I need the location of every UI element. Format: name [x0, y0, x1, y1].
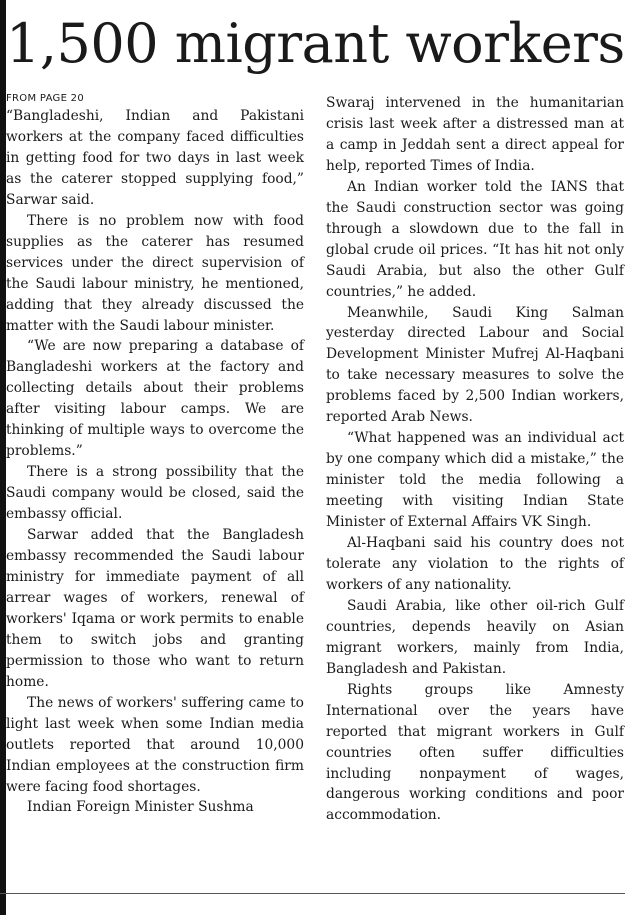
- article-column-right: [326, 93, 624, 826]
- article-paragraph: Swaraj intervened in the humanitarian crisis last week after a distressed man at a camp in Jeddah sent a direct appeal for help, reported Times of India.: [326, 95, 624, 174]
- article-paragraph: Rights groups like Amnesty International over the years have reported that migrant workers in Gulf countries often suffer difficulties including nonpayment of wages, dangerous working conditions and poor accommodation.: [326, 681, 624, 824]
- article-paragraph: Saudi Arabia, like other oil-rich Gulf countries, depends heavily on Asian migrant workers, mainly from India, Bangladesh and Pakistan.: [326, 597, 624, 677]
- bottom-divider: [0, 893, 625, 894]
- continued-from-kicker: FROM PAGE 20: [6, 93, 85, 104]
- article-headline: 1,500 migrant workers: [6, 12, 625, 75]
- article-paragraph: There is no problem now with food supplies as the caterer has resumed services under the direct supervision of the Saudi labour ministry, he mentioned, adding that they already discussed the matter with the Saudi labour minister.: [6, 212, 304, 334]
- article-paragraph: The news of workers' suffering came to light last week when some Indian media outlets reported that around 10,000 Indian employees at the construction firm were facing food shortages.: [6, 694, 304, 795]
- article-column-left: [6, 92, 304, 818]
- article-paragraph: “Bangladeshi, Indian and Pakistani workers at the company faced difficulties in getting food for two days in last week as the caterer stopped supplying food,” Sarwar said.: [6, 108, 304, 208]
- article-paragraph: “We are now preparing a database of Bangladeshi workers at the factory and collecting details about their problems after visiting labour camps. We are thinking of multiple ways to overcome the problems.”: [6, 338, 304, 460]
- article-paragraph: An Indian worker told the IANS that the Saudi construction sector was going through a slowdown due to the fall in global crude oil prices. “It has hit not only Saudi Arabia, but also the other Gulf countries,” he added.: [326, 178, 624, 300]
- article-paragraph: Sarwar added that the Bangladesh embassy recommended the Saudi labour ministry for immediate payment of all arrear wages of workers, renewal of workers' Iqama or work permits to enable them to switch jobs and granting permission to those who want to return home.: [6, 527, 304, 690]
- article-paragraph: There is a strong possibility that the Saudi company would be closed, said the embassy official.: [6, 464, 304, 523]
- article-paragraph: “What happened was an individual act by one company which did a mistake,” the minister told the media following a meeting with visiting Indian State Minister of External Affairs VK Singh.: [326, 430, 624, 531]
- article-paragraph: Meanwhile, Saudi King Salman yesterday directed Labour and Social Development Minister Mufrej Al-Haqbani to take necessary measures to solve the problems faced by 2,500 Indian workers, reported Arab News.: [326, 304, 624, 426]
- article-paragraph: Al-Haqbani said his country does not tolerate any violation to the rights of workers of any nationality.: [326, 535, 624, 593]
- article-paragraph: Indian Foreign Minister Sushma: [27, 799, 254, 816]
